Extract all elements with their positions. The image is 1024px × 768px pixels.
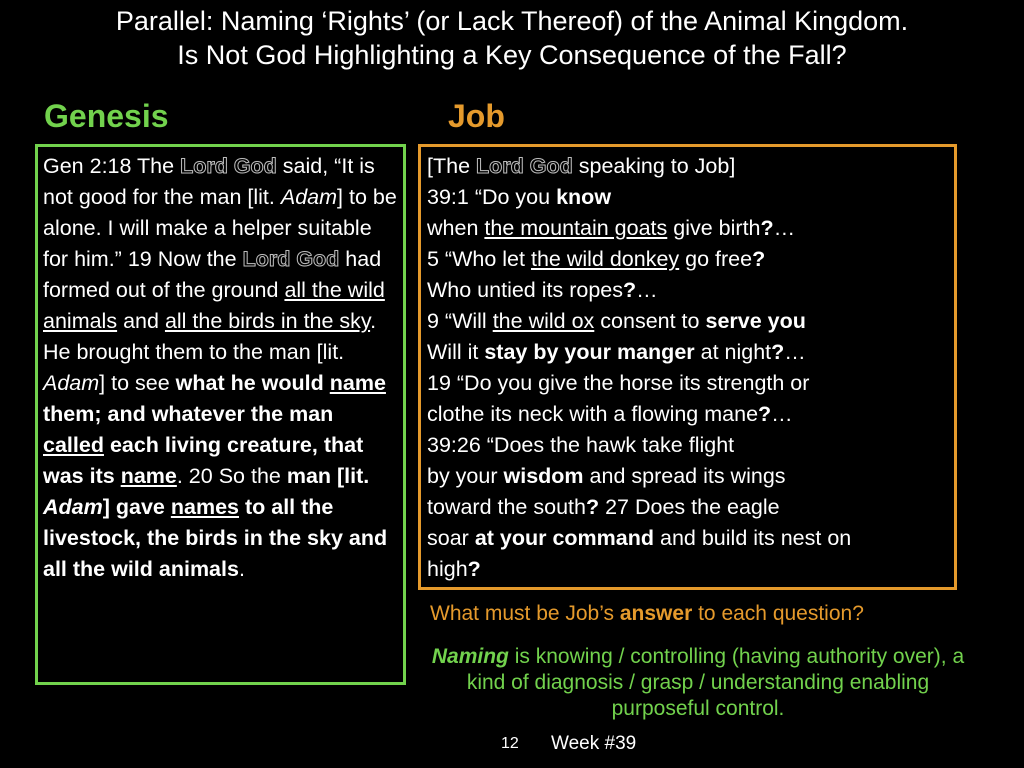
job-text: [The <box>427 154 471 178</box>
job-line <box>427 182 950 213</box>
job-text: clothe its neck with a flowing mane <box>427 402 759 426</box>
job-text: 39:26 “Does the hawk take flight <box>427 433 735 457</box>
slide-title <box>0 4 1024 72</box>
genesis-text: 19 Now the <box>127 247 237 271</box>
ellipsis: … <box>773 216 796 240</box>
bold-phrase: serve you <box>705 309 806 333</box>
job-line <box>427 430 950 461</box>
bold-word: know <box>556 185 612 209</box>
bold-phrase: them; and whatever the man <box>43 402 334 426</box>
naming-bold-italic: Naming <box>431 645 509 668</box>
adam-italic: Adam <box>43 371 100 395</box>
question-mark: ? <box>623 278 637 302</box>
job-line <box>427 523 950 554</box>
lord-god-outlined: Lord God <box>180 154 277 178</box>
week-label: Week #39 <box>551 733 637 754</box>
job-line <box>427 306 950 337</box>
job-text: go free <box>685 247 753 271</box>
bold-word: wisdom <box>503 464 584 488</box>
job-text: when <box>427 216 479 240</box>
job-text: give birth <box>673 216 761 240</box>
job-line <box>427 213 950 244</box>
job-text: Will it <box>427 340 479 364</box>
question-mark: ? <box>585 495 600 519</box>
job-line <box>427 368 950 399</box>
job-text: 9 “Will <box>427 309 487 333</box>
slide-title-line-1: Parallel: Naming ‘Rights’ (or Lack Thereof) of the Animal Kingdom. <box>115 6 909 36</box>
adam-bold-italic: Adam <box>43 495 103 519</box>
genesis-text: . 20 So the <box>176 464 281 488</box>
bold-phrase: at your command <box>474 526 655 550</box>
genesis-text: ] to see <box>99 371 170 395</box>
job-heading: Job <box>448 98 505 134</box>
bold-phrase: ] gave <box>102 495 165 519</box>
job-line <box>427 337 950 368</box>
job-line <box>427 492 950 523</box>
job-text: 19 “Do you give the horse its strength or <box>427 371 810 395</box>
ellipsis: … <box>771 402 793 426</box>
bold-phrase: each living creature, that was its <box>43 433 364 488</box>
job-line <box>427 151 950 182</box>
genesis-text: had formed out of the ground <box>43 247 382 302</box>
underlined-bold-word: name <box>120 464 177 488</box>
question-mark: ? <box>752 247 766 271</box>
job-text: toward the south <box>427 495 586 519</box>
genesis-text: . He brought them to the man [lit. <box>43 309 377 364</box>
job-line <box>427 554 950 585</box>
answer-question <box>430 600 864 628</box>
genesis-text: said, “It is not good for the man [lit. <box>43 154 375 209</box>
question-mark: ? <box>771 340 785 364</box>
job-text: and build its nest on <box>660 526 852 550</box>
bold-phrase: man [lit. <box>286 464 370 488</box>
job-text: by your <box>427 464 498 488</box>
job-text: consent to <box>600 309 700 333</box>
question-mark: ? <box>758 402 772 426</box>
page-number: 12 <box>501 735 519 752</box>
bold-phrase: what he would <box>175 371 324 395</box>
genesis-text: . <box>238 557 245 581</box>
job-text: Who untied its ropes <box>427 278 623 302</box>
bold-phrase: stay by your manger <box>484 340 695 364</box>
job-line <box>427 244 950 275</box>
underlined-bold-word: called <box>43 433 104 457</box>
adam-italic: Adam <box>280 185 338 209</box>
job-text: soar <box>427 526 469 550</box>
question-mark: ? <box>467 557 481 581</box>
lord-god-outlined: Lord God <box>242 247 340 271</box>
lord-god-outlined: Lord God <box>476 154 573 178</box>
genesis-passage-box <box>35 144 406 685</box>
job-line <box>427 275 950 306</box>
job-line <box>427 399 950 430</box>
naming-text: is knowing / controlling (having authority over), a kind of diagnosis / grasp / understanding enabling purposeful control. <box>466 645 965 720</box>
underlined-phrase: all the birds in the sky <box>164 309 371 333</box>
job-passage-box <box>418 144 957 590</box>
job-text: 5 “Who let <box>427 247 525 271</box>
job-text: at night <box>700 340 772 364</box>
question-mark: ? <box>760 216 774 240</box>
slide-title-line-2: Is Not God Highlighting a Key Consequence of the Fall? <box>177 40 847 70</box>
underlined-bold-word: name <box>329 371 386 395</box>
underlined-phrase: the mountain goats <box>484 216 668 240</box>
bold-phrase: to all the livestock, the birds in the sky and all the wild animals <box>43 495 388 581</box>
underlined-phrase: the wild ox <box>492 309 595 333</box>
job-text: 39:1 “Do you <box>427 185 551 209</box>
job-text: 27 Does the eagle <box>605 495 780 519</box>
ellipsis: … <box>636 278 658 302</box>
underlined-phrase: all the wild animals <box>43 278 385 333</box>
job-text: speaking to Job] <box>578 154 736 178</box>
job-text: high <box>427 557 468 581</box>
naming-note <box>420 644 976 722</box>
underlined-bold-word: names <box>170 495 239 519</box>
answer-text: to each question? <box>698 602 864 625</box>
answer-text: What must be Job’s <box>430 602 615 625</box>
genesis-ref: Gen 2:18 The <box>43 154 175 178</box>
underlined-phrase: the wild donkey <box>530 247 680 271</box>
job-line <box>427 461 950 492</box>
job-text: and spread its wings <box>589 464 786 488</box>
genesis-text: and <box>123 309 159 333</box>
ellipsis: … <box>784 340 806 364</box>
genesis-text: ] to be alone. I will make a helper suitable for him.” <box>43 185 397 271</box>
genesis-heading: Genesis <box>44 98 169 134</box>
answer-bold: answer <box>619 602 693 625</box>
